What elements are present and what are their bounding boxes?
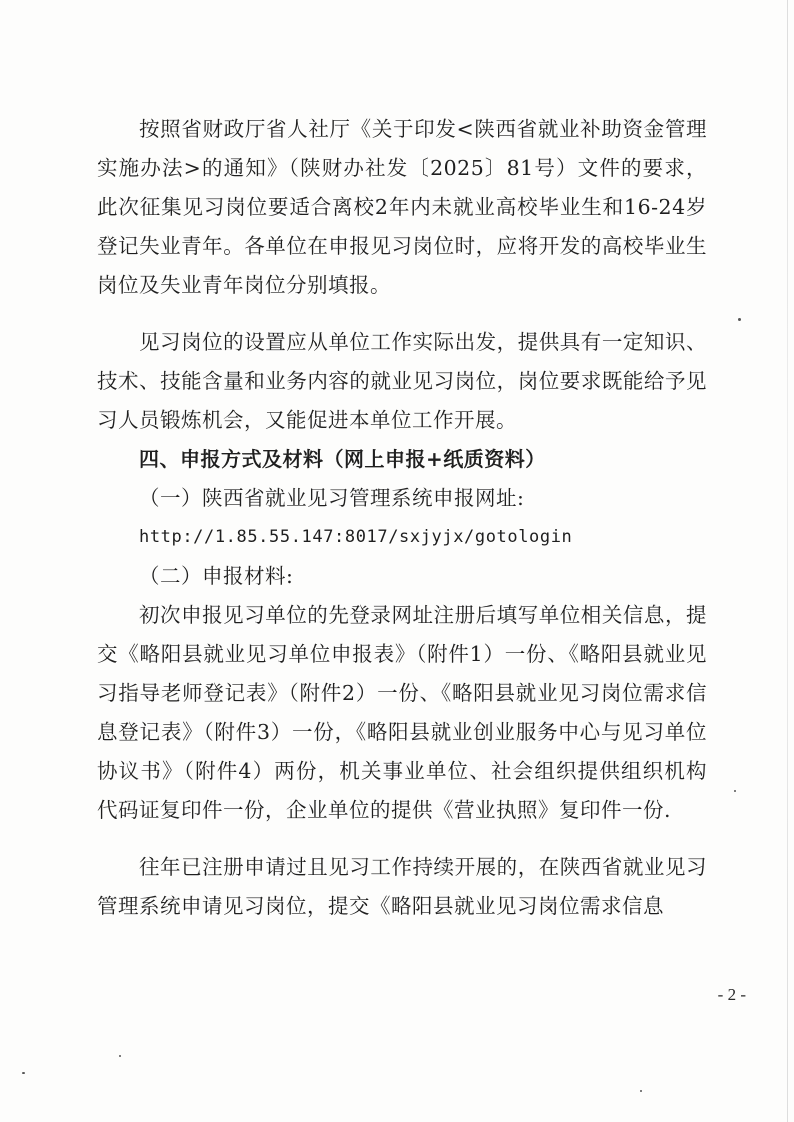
page-number: - 2 - xyxy=(717,985,746,1004)
scan-speck xyxy=(738,318,741,321)
scan-edge-line xyxy=(787,0,788,1122)
subheading-online-url: （一）陕西省就业见习管理系统申报网址: xyxy=(139,486,525,510)
scan-speck xyxy=(22,1072,25,1074)
scan-speck xyxy=(119,1055,121,1057)
paragraph-first-application: 初次申报见习单位的先登录网址注册后填写单位相关信息，提交《略阳县就业见习单位申报表》（附件1）一份、《略阳县就业见习指导老师登记表》（附件2）一份、《略阳县就业见习岗位需求信息登记表》（附件3）一份，《略阳县就业创业服务中心与见习单位协议书》（附件4）两份，机关事业单位、社会组织提供组织机构代码证复印件一份，企业单位的提供《营业执照》复印件一份. xyxy=(97,603,707,822)
paragraph-returning-units: 往年已注册申请过且见习工作持续开展的，在陕西省就业见习管理系统申请见习岗位，提交《略阳县就业见习岗位需求信息 xyxy=(97,855,707,918)
application-url[interactable]: http://1.85.55.147:8017/sxjyjx/gotologin xyxy=(139,527,573,547)
scan-speck xyxy=(640,1090,642,1092)
section-heading: 四、申报方式及材料（网上申报+纸质资料） xyxy=(139,447,546,471)
scan-speck xyxy=(734,790,736,792)
paragraph-requirements: 按照省财政厅省人社厅《关于印发<陕西省就业补助资金管理实施办法>的通知》（陕财办社发〔2025〕81号）文件的要求，此次征集见习岗位要适合离校2年内未就业高校毕业生和16-24岁登记失业青年。各单位在申报见习岗位时，应将开发的高校毕业生岗位及失业青年岗位分别填报。 xyxy=(97,117,707,297)
document-body xyxy=(97,110,707,926)
subheading-materials: （二）申报材料: xyxy=(139,564,294,588)
paragraph-position-setup: 见习岗位的设置应从单位工作实际出发，提供具有一定知识、技术、技能含量和业务内容的就业见习岗位，岗位要求既能给予见习人员锻炼机会，又能促进本单位工作开展。 xyxy=(97,330,707,432)
